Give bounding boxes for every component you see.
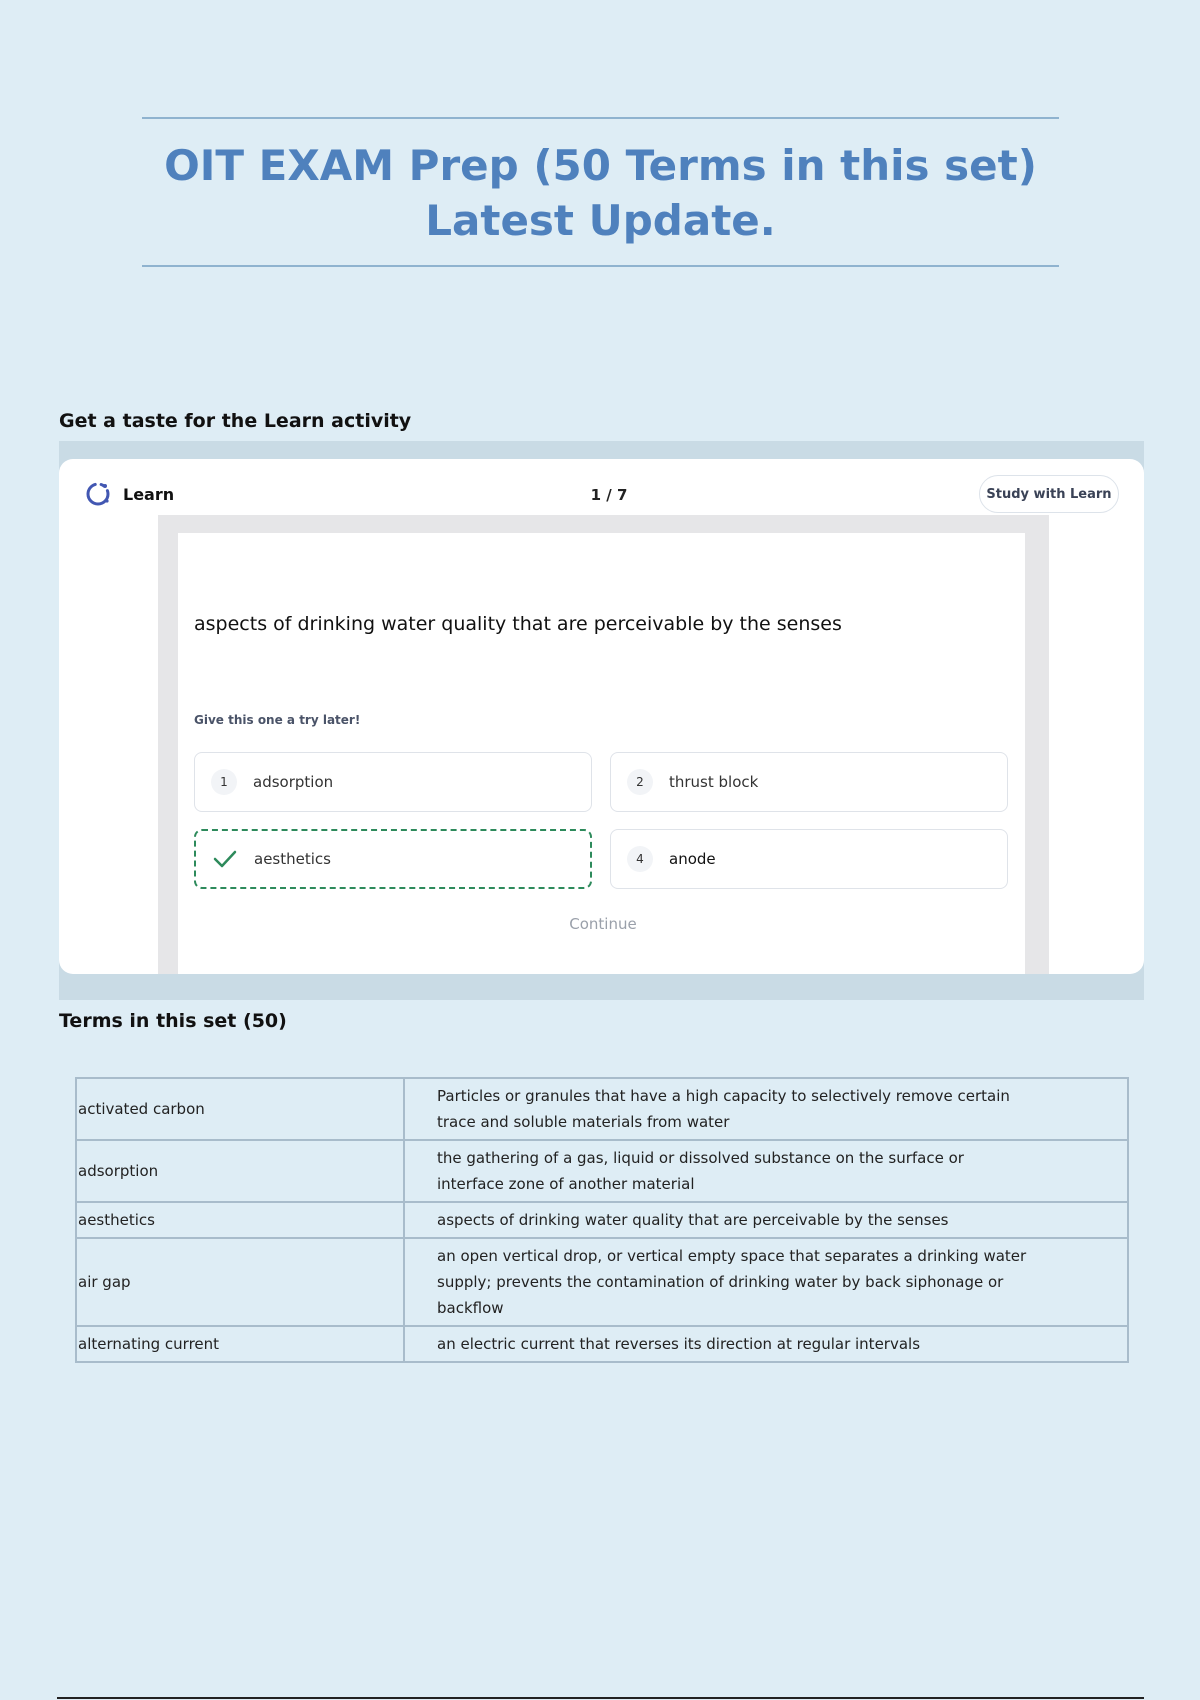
option-number-badge: 1 bbox=[211, 769, 237, 795]
table-row bbox=[76, 1202, 1128, 1238]
study-with-learn-button[interactable]: Study with Learn bbox=[979, 475, 1119, 513]
term-cell: aesthetics bbox=[76, 1202, 404, 1238]
definition-cell: an open vertical drop, or vertical empty space that separates a drinking water supply; prevents the contamination of drinking water by back siphonage or backflow bbox=[404, 1238, 1128, 1326]
footer-rule bbox=[57, 1697, 1144, 1699]
term-cell: alternating current bbox=[76, 1326, 404, 1362]
question-hint: Give this one a try later! bbox=[194, 713, 361, 727]
definition-cell: aspects of drinking water quality that are perceivable by the senses bbox=[404, 1202, 1128, 1238]
document-title-line-2: Latest Update. bbox=[425, 196, 776, 245]
document-title-line-1: OIT EXAM Prep (50 Terms in this set) bbox=[164, 141, 1037, 190]
question-panel bbox=[178, 533, 1025, 974]
answer-option-2[interactable] bbox=[610, 752, 1008, 812]
answer-option-3-correct[interactable] bbox=[194, 829, 592, 889]
question-stage bbox=[158, 515, 1049, 974]
learn-widget-card bbox=[59, 459, 1144, 974]
term-cell: activated carbon bbox=[76, 1078, 404, 1140]
option-label: aesthetics bbox=[254, 850, 331, 868]
checkmark-icon-svg bbox=[213, 849, 237, 869]
table-row bbox=[76, 1140, 1128, 1202]
option-number-badge: 4 bbox=[627, 846, 653, 872]
learn-label: Learn bbox=[123, 485, 175, 504]
definition-cell: Particles or granules that have a high capacity to selectively remove certain trace and soluble materials from water bbox=[404, 1078, 1128, 1140]
table-row bbox=[76, 1326, 1128, 1362]
table-row bbox=[76, 1078, 1128, 1140]
table-row bbox=[76, 1238, 1128, 1326]
question-prompt: aspects of drinking water quality that are perceivable by the senses bbox=[194, 613, 842, 635]
continue-button[interactable]: Continue bbox=[569, 915, 637, 933]
question-progress: 1 / 7 bbox=[590, 486, 628, 504]
answer-option-1[interactable] bbox=[194, 752, 592, 812]
learn-logo-icon bbox=[85, 481, 111, 507]
answer-option-4[interactable] bbox=[610, 829, 1008, 889]
checkmark-icon bbox=[212, 846, 238, 872]
option-number-badge: 2 bbox=[627, 769, 653, 795]
option-label: thrust block bbox=[669, 773, 759, 791]
document-title bbox=[142, 138, 1059, 248]
learn-widget-frame bbox=[59, 441, 1144, 1000]
terms-section-heading: Terms in this set (50) bbox=[59, 1010, 287, 1032]
definition-cell: the gathering of a gas, liquid or dissolved substance on the surface or interface zone of another material bbox=[404, 1140, 1128, 1202]
title-top-rule bbox=[142, 117, 1059, 119]
title-bottom-rule bbox=[142, 265, 1059, 267]
term-cell: air gap bbox=[76, 1238, 404, 1326]
terms-table bbox=[75, 1077, 1129, 1363]
option-label: anode bbox=[669, 850, 716, 868]
option-label: adsorption bbox=[253, 773, 334, 791]
learn-section-heading: Get a taste for the Learn activity bbox=[59, 410, 412, 432]
term-cell: adsorption bbox=[76, 1140, 404, 1202]
definition-cell: an electric current that reverses its direction at regular intervals bbox=[404, 1326, 1128, 1362]
